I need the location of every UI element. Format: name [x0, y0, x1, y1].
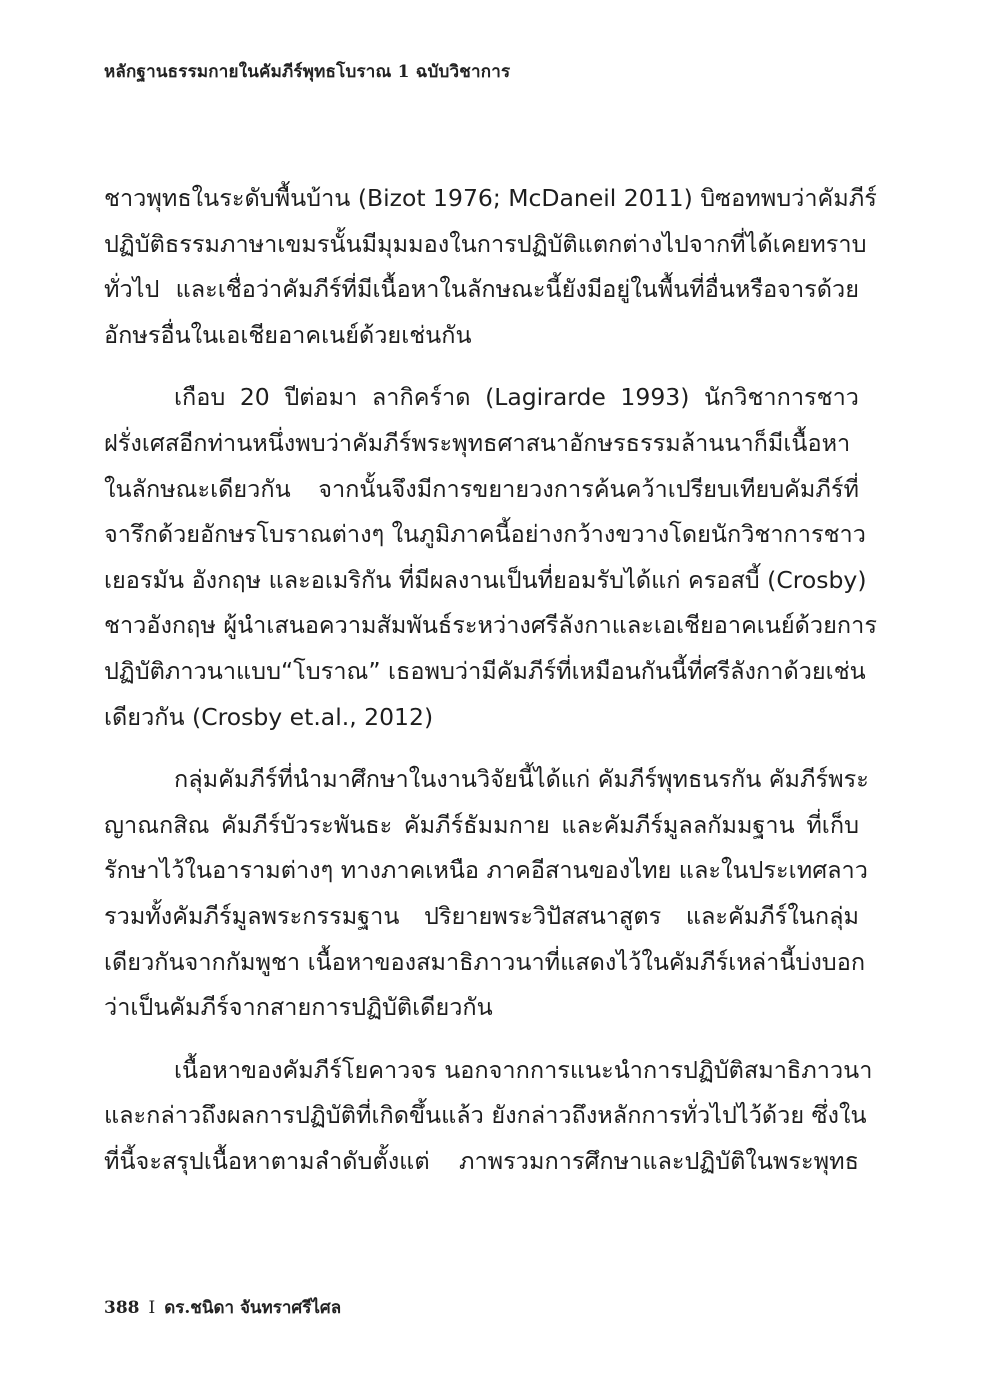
running-header: หลักฐานธรรมกายในคัมภีร์พุทธโบราณ 1 ฉบับวิชาการ [104, 62, 511, 82]
body-text [104, 176, 877, 1184]
text-line: ทั่วไป และเชื่อว่าคัมภีร์ที่มีเนื้อหาในลักษณะนี้ยังมีอยู่ในพื้นที่อื่นหรือจารด้วย [104, 275, 859, 304]
text-line: กลุ่มคัมภีร์ที่นำมาศึกษาในงานวิจัยนี้ได้แก่ คัมภีร์พุทธนรกัน คัมภีร์พระ [174, 765, 869, 794]
paragraph [104, 176, 877, 358]
text-line: ว่าเป็นคัมภีร์จากสายการปฏิบัติเดียวกัน [104, 993, 493, 1022]
text-line: เดียวกันจากกัมพูชา เนื้อหาของสมาธิภาวนาที่แสดงไว้ในคัมภีร์เหล่านี้บ่งบอก [104, 947, 866, 976]
text-line: ปฏิบัติธรรมภาษาเขมรนั้นมีมุมมองในการปฏิบัติแตกต่างไปจากที่ได้เคยทราบ [104, 229, 867, 258]
page-footer [104, 1294, 341, 1321]
text-line: ญาณกสิณ คัมภีร์บัวระพันธะ คัมภีร์ธัมมกาย และคัมภีร์มูลลกัมมฐาน ที่เก็บ [104, 810, 859, 839]
text-line: เกือบ 20 ปีต่อมา ลากิคร์าด (Lagirarde 1993) นักวิชาการชาว [174, 383, 859, 412]
text-line: ในลักษณะเดียวกัน จากนั้นจึงมีการขยายวงการค้นคว้าเปรียบเทียบคัมภีร์ที่ [104, 474, 859, 503]
paragraph [104, 757, 869, 1031]
text-line: เยอรมัน อังกฤษ และอเมริกัน ที่มีผลงานเป็นที่ยอมรับได้แก่ ครอสบี้ (Crosby) [104, 565, 867, 594]
text-line: ฝรั่งเศสอีกท่านหนึ่งพบว่าคัมภีร์พระพุทธศาสนาอักษรธรรมล้านนาก็มีเนื้อหา [104, 428, 851, 457]
text-line: และกล่าวถึงผลการปฏิบัติที่เกิดขึ้นแล้ว ยังกล่าวถึงหลักการทั่วไปไว้ด้วย ซึ่งใน [104, 1101, 867, 1130]
paragraph [104, 375, 877, 740]
page-number: 388 [104, 1298, 140, 1318]
text-line: ชาวอังกฤษ ผู้นำเสนอความสัมพันธ์ระหว่างศรีลังกาและเอเชียอาคเนย์ด้วยการ [104, 611, 877, 640]
author-name: ดร.ชนิดา จันทราศรีไศล [164, 1298, 342, 1318]
text-line: เนื้อหาของคัมภีร์โยคาวจร นอกจากการแนะนำการปฏิบัติสมาธิภาวนา [174, 1055, 873, 1084]
text-line: ที่นี้จะสรุปเนื้อหาตามลำดับตั้งแต่ ภาพรวมการศึกษาและปฏิบัติในพระพุทธ [104, 1146, 859, 1175]
paragraph [104, 1048, 873, 1185]
footer-separator: I [148, 1298, 156, 1318]
text-line: ชาวพุทธในระดับพื้นบ้าน (Bizot 1976; McDaneil 2011) บิซอทพบว่าคัมภีร์ [104, 184, 877, 212]
text-line: จารึกด้วยอักษรโบราณต่างๆ ในภูมิภาคนี้อย่างกว้างขวางโดยนักวิชาการชาว [104, 520, 866, 549]
text-line: รวมทั้งคัมภีร์มูลพระกรรมฐาน ปริยายพระวิปัสสนาสูตร และคัมภีร์ในกลุ่ม [104, 901, 859, 930]
text-line: เดียวกัน (Crosby et.al., 2012) [104, 702, 434, 731]
text-line: ปฏิบัติภาวนาแบบ“โบราณ” เธอพบว่ามีคัมภีร์ที่เหมือนกันนี้ที่ศรีลังกาด้วยเช่น [104, 656, 866, 685]
text-line: อักษรอื่นในเอเชียอาคเนย์ด้วยเช่นกัน [104, 320, 472, 349]
text-line: รักษาไว้ในอารามต่างๆ ทางภาคเหนือ ภาคอีสานของไทย และในประเทศลาว [104, 856, 868, 885]
